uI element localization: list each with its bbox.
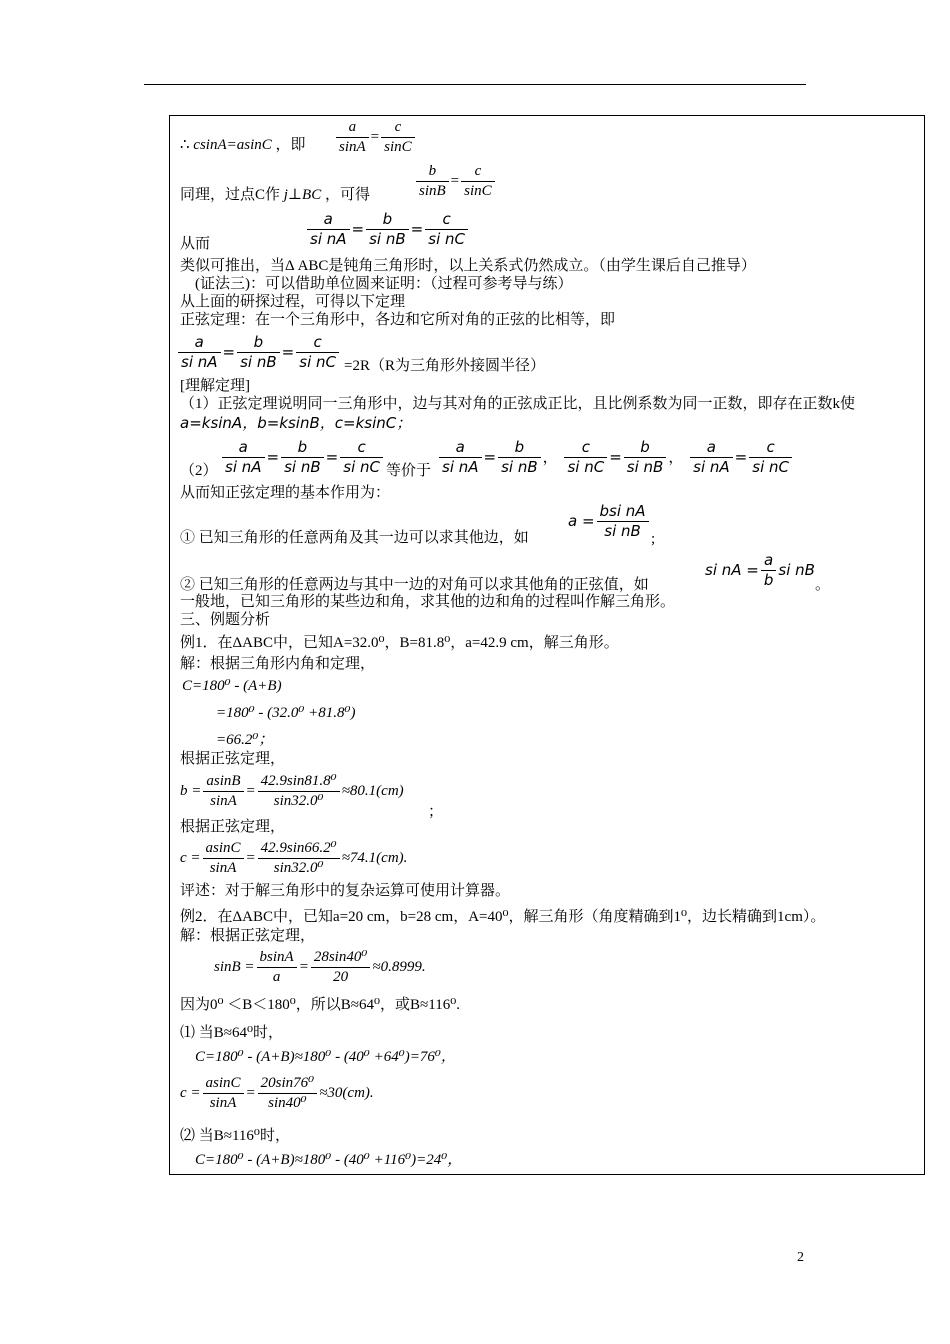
equation-b: b = $\frac{asinB}{\sin A}$ = $\frac{\text{42.9sin81.8⁰}}{\text{sin32.0⁰}}$ ≈80.1(cm) — [180, 773, 404, 809]
text: 同理，过点C作 — [180, 187, 281, 203]
denominator: si nA — [310, 230, 347, 248]
denominator: sin32.0⁰ — [273, 793, 324, 809]
denominator: sinC — [384, 139, 412, 155]
numerator: c — [296, 333, 339, 353]
denominator: b — [763, 571, 774, 589]
result: ≈0.8999. — [372, 958, 426, 975]
text: （2） — [180, 463, 218, 479]
numerator: c — [381, 118, 415, 138]
case-2: ⑵ 当B≈116⁰时， — [180, 1128, 290, 1144]
denominator: sinA — [210, 793, 237, 809]
numerator: bsinA — [257, 948, 297, 968]
result: ≈30(cm). — [319, 1084, 374, 1101]
fraction — [564, 438, 607, 477]
equation-c: c = $\frac{asinC}{\sin A}$ = $\frac{\text{42.9sin66.2⁰}}{\text{sin32.0⁰}}$ ≈74.1(cm). — [180, 840, 408, 876]
fraction — [258, 839, 340, 878]
denominator: sinC — [464, 183, 492, 199]
equation-line: C=180⁰ - (A+B) — [182, 678, 282, 694]
text-line: （1）正弦定理说明同一三角形中，边与其对角的正弦成正比，且比例系数为同一正数，即存在正数k使 — [180, 396, 856, 412]
equation-line: C=180⁰ - (A+B)≈180⁰ - (40⁰ +116⁰)=24⁰， — [195, 1152, 463, 1168]
numerator: b — [237, 333, 280, 353]
text-line: 从而知正弦定理的基本作用为： — [180, 485, 391, 501]
fraction — [761, 551, 777, 590]
lhs: c = — [180, 1084, 201, 1101]
denominator: sin32.0⁰ — [273, 860, 324, 876]
denominator: si nA — [693, 458, 730, 476]
fraction — [498, 438, 541, 477]
denominator: sin40⁰ — [268, 1095, 307, 1111]
numerator: c — [425, 210, 468, 230]
denominator: si nC — [567, 458, 605, 476]
equation-line: =180⁰ - (32.0⁰ +81.8⁰) — [216, 705, 356, 721]
header-rule — [144, 84, 806, 85]
fraction — [237, 333, 280, 372]
equation-line: =66.2⁰； — [216, 732, 274, 748]
lhs: c = — [180, 849, 201, 866]
fraction — [281, 438, 324, 477]
fraction — [203, 1074, 244, 1113]
fraction — [203, 772, 243, 811]
denominator: si nA — [225, 458, 262, 476]
text-line: 从上面的研探过程，可得以下定理 — [180, 294, 406, 310]
text-line: 解：根据正弦定理， — [180, 928, 316, 944]
numerator: c — [564, 438, 607, 458]
denominator: si nB — [626, 458, 664, 476]
numerator: asinC — [203, 839, 244, 859]
text: 等价于 — [386, 463, 432, 479]
numerator: 20sin76⁰ — [258, 1074, 318, 1094]
equation: csinA=asinC — [193, 137, 272, 153]
fraction — [258, 772, 340, 811]
numerator: a — [690, 438, 733, 458]
sine-law-fractions: $\frac{a}{\text{si nA}}$ = $\frac{b}{\text{si nB}}$ = $\frac{c}{\text{si nC}}$ — [305, 210, 470, 249]
fraction — [624, 438, 667, 477]
numerator: c — [461, 162, 495, 182]
fraction — [690, 438, 733, 477]
fraction — [336, 118, 369, 157]
perpendicular: j⊥BC — [283, 187, 322, 203]
text: 从而 — [180, 236, 211, 252]
theorem-fractions: $\frac{a}{\text{si nA}}$ = $\frac{b}{\text{si nB}}$ = $\frac{c}{\text{si nC}}$ — [176, 333, 341, 372]
denominator: a — [272, 969, 281, 985]
denominator: si nC — [343, 458, 380, 476]
denominator: si nB — [604, 522, 641, 540]
denominator: si nC — [752, 458, 789, 476]
fraction — [296, 333, 339, 372]
fraction — [749, 438, 792, 477]
numerator: asinC — [203, 1074, 244, 1094]
denominator: si nC — [428, 230, 465, 248]
equation-sinB: sinB = $\frac{bsinA}{a}$ = $\frac{\text{28sin40⁰}}{20}$ ≈0.8999. — [214, 949, 426, 985]
lhs: sinB = — [214, 958, 255, 975]
text-line: (证法三)：可以借助单位圆来证明：（过程可参考导与练） — [195, 276, 573, 292]
rhs: si nB — [778, 561, 815, 579]
denominator: si nB — [501, 458, 538, 476]
numerator: 42.9sin66.2⁰ — [258, 839, 340, 859]
lhs: b = — [180, 782, 202, 799]
text: ，即 — [275, 137, 306, 153]
fraction — [366, 210, 409, 249]
lhs: a = — [568, 512, 595, 530]
numerator: a — [439, 438, 482, 458]
fraction — [416, 162, 449, 201]
fraction-pair: $\frac{a}{\sin A}$ = $\frac{c}{\sin C}$ — [334, 118, 417, 157]
fraction — [258, 1074, 318, 1113]
numerator: 28sin40⁰ — [311, 948, 371, 968]
denominator: si nA — [442, 458, 479, 476]
fraction — [381, 118, 415, 157]
result: ≈74.1(cm). — [341, 849, 408, 866]
example-formula — [705, 551, 815, 590]
numerator: a — [336, 118, 369, 138]
semicolon: ； — [428, 804, 444, 820]
text-line: 根据正弦定理， — [180, 819, 286, 835]
numerator: c — [340, 438, 383, 458]
fraction — [340, 438, 383, 477]
example-1: 例1．在ΔABC中，已知A=32.0⁰，B=81.8⁰，a=42.9 cm，解三角形。 — [180, 635, 619, 651]
numerator: c — [749, 438, 792, 458]
eq-line-1 — [180, 136, 306, 154]
denominator: sinA — [209, 860, 237, 876]
fraction — [311, 948, 371, 987]
numerator: a — [222, 438, 265, 458]
text-line: ② 已知三角形的任意两边与其中一边的对角可以求其他角的正弦值，如 — [180, 577, 649, 593]
equation-line: a=ksinA，b=ksinB，c=ksinC； — [180, 414, 412, 432]
denominator: sinB — [419, 183, 446, 199]
section-heading: 三、例题分析 — [180, 612, 271, 628]
denominator: 20 — [333, 969, 349, 985]
denominator: sinA — [209, 1095, 237, 1111]
result: ≈80.1(cm) — [341, 782, 404, 799]
fraction-pair: $\frac{b}{\sin B}$ = $\frac{c}{\sin C}$ — [414, 162, 497, 201]
numerator: a — [761, 551, 777, 571]
numerator: b — [416, 162, 449, 182]
lhs: si nA = — [705, 561, 759, 579]
text-line: 解：根据三角形内角和定理， — [180, 656, 376, 672]
fraction — [425, 210, 468, 249]
fraction — [597, 502, 649, 541]
fraction — [461, 162, 495, 201]
section-heading: [理解定理] — [180, 378, 250, 394]
numerator: 42.9sin81.8⁰ — [258, 772, 340, 792]
denominator: si nB — [284, 458, 321, 476]
text-line: 一般地，已知三角形的某些边和角，求其他的边和角的过程叫作解三角形。 — [180, 594, 676, 610]
text-line: 正弦定理：在一个三角形中，各边和它所对角的正弦的比相等，即 — [180, 312, 616, 328]
text: =2R（R为三角形外接圆半径） — [344, 358, 545, 374]
fraction — [203, 839, 244, 878]
fraction — [222, 438, 265, 477]
text-line: 类似可推出，当Δ ABC是钝角三角形时，以上关系式仍然成立。（由学生课后自己推导） — [180, 258, 756, 274]
fraction — [257, 948, 297, 987]
numerator: b — [624, 438, 667, 458]
numerator: b — [498, 438, 541, 458]
case-1: ⑴ 当B≈64⁰时， — [180, 1025, 284, 1041]
example-2: 例2．在ΔABC中，已知a=20 cm，b=28 cm，A=40⁰，解三角形（角度精确到1⁰，边长精确到1cm）。 — [180, 909, 826, 925]
denominator: si nC — [299, 353, 336, 371]
numerator: a — [178, 333, 221, 353]
fraction — [178, 333, 221, 372]
period: 。 — [815, 577, 831, 593]
equation-line: C=180⁰ - (A+B)≈180⁰ - (40⁰ +64⁰)=76⁰， — [195, 1049, 456, 1065]
denominator: si nB — [240, 353, 277, 371]
denominator: si nA — [181, 353, 218, 371]
denominator: sinA — [339, 139, 366, 155]
page-number: 2 — [797, 1250, 804, 1265]
text-line: 因为0⁰ ＜B＜180⁰，所以B≈64⁰，或B≈116⁰. — [180, 997, 460, 1013]
text-line: ① 已知三角形的任意两角及其一边可以求其他边，如 — [180, 530, 529, 546]
fraction — [307, 210, 350, 249]
denominator: si nB — [369, 230, 406, 248]
eq-line-2 — [180, 186, 370, 204]
equivalence-fractions: $\frac{a}{\text{si nA}}$ = $\frac{b}{\text{si nB}}$ = $\frac{c}{\text{si nC}}$ — [220, 438, 385, 477]
equation-c2: c = $\frac{asinC}{\sin A}$ = $\frac{\text{20sin76⁰}}{\text{sin40⁰}}$ ≈30(cm). — [180, 1075, 374, 1111]
therefore-symbol: ∴ — [180, 137, 190, 153]
text-line: 评述：对于解三角形中的复杂运算可使用计算器。 — [180, 883, 511, 899]
fraction — [439, 438, 482, 477]
text: ，可得 — [324, 187, 370, 203]
numerator: asinB — [203, 772, 243, 792]
numerator: b — [281, 438, 324, 458]
numerator: b — [366, 210, 409, 230]
semicolon: ; — [651, 531, 656, 547]
example-formula — [568, 502, 651, 541]
numerator: a — [307, 210, 350, 230]
equivalence-fractions: $\frac{a}{\text{si nA}}$ = $\frac{b}{\text{si nB}}$ ， $\frac{c}{\text{si nC}}$ = $\frac{b}{\text{si nB}}$ ， $\frac{a}{\text{si nA}}$ = $\frac{c}{\text{si nC}}$ — [437, 438, 794, 477]
numerator: bsi nA — [597, 502, 649, 522]
text-line: 根据正弦定理， — [180, 751, 286, 767]
